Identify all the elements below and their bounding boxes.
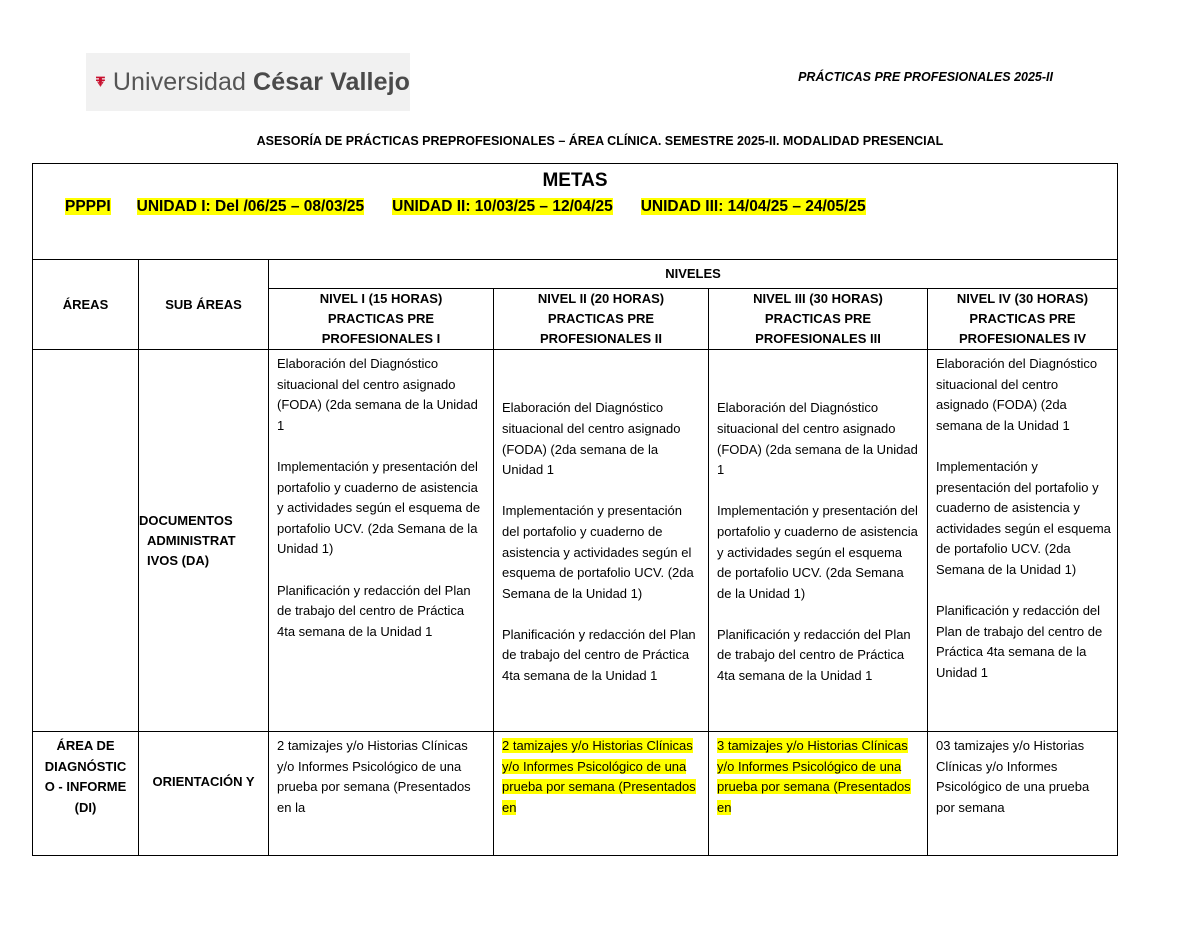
level-4-line2: PRACTICAS PRE (969, 311, 1076, 326)
level-4-line3: PROFESIONALES IV (958, 331, 1087, 346)
area-line1: ÁREA DE (56, 738, 115, 753)
diagnostic-goal-text-highlighted: 2 tamizajes y/o Historias Clínicas y/o Informes Psicológico de una prueba por semana (Presentados en (502, 738, 696, 815)
area-line3: O - INFORME (44, 779, 127, 795)
level-2-header (494, 289, 709, 350)
units-line (65, 198, 1117, 216)
level-2-goals (494, 350, 709, 732)
areas-header (33, 260, 139, 350)
subarea-orientacion-label: ORIENTACIÓN Y (152, 774, 255, 789)
area-line4: (DI) (74, 799, 97, 815)
goal-plan-trabajo: Planificación y redacción del Plan de trabajo del centro de Práctica 4ta semana de la Unidad 1 (502, 626, 696, 684)
logo-text (113, 68, 410, 97)
subareas-header-label: SUB ÁREAS (165, 297, 242, 312)
goal-portafolio: Implementación y presentación del portafolio y cuaderno de asistencia y actividades según el esquema de portafolio UCV. (2da Semana de la Unidad 1) (936, 458, 1111, 577)
subarea-line1: DOCUMENTOS (139, 512, 233, 528)
area-diagnostico (33, 732, 139, 856)
logo-text-regular: Universidad (112, 67, 246, 96)
goal-diagnostico: Elaboración del Diagnóstico situacional del centro asignado (FODA) (2da semana de la Unidad 1 (277, 356, 478, 433)
goal-portafolio: Implementación y presentación del portafolio y cuaderno de asistencia y actividades según el esquema de portafolio UCV. (2da Semana de la Unidad 1) (277, 458, 481, 557)
areas-header-label: ÁREAS (62, 297, 109, 312)
level-3-diagnostic-goal (709, 732, 928, 856)
logo-text-bold: César Vallejo (253, 67, 410, 96)
niveles-header: NIVELES (269, 260, 1118, 289)
level-4-hours: NIVEL IV (30 HORAS) (956, 291, 1089, 306)
level-3-goals (709, 350, 928, 732)
level-1-goals (269, 350, 494, 732)
table-row (33, 732, 1118, 856)
diagnostic-goal-text: 03 tamizajes y/o Historias Clínicas y/o Informes Psicológico de una prueba por semana (936, 738, 1090, 815)
metas-title: METAS (542, 170, 608, 191)
level-3-hours: NIVEL III (30 HORAS) (753, 291, 883, 306)
subarea-orientacion (139, 732, 269, 856)
goal-portafolio: Implementación y presentación del portafolio y cuaderno de asistencia y actividades según el esquema de portafolio UCV. (2da Semana de la Unidad 1) (717, 503, 918, 601)
subarea-line2: ADMINISTRAT (147, 532, 236, 548)
ucv-logo-icon (96, 58, 105, 106)
level-2-line2: PRACTICAS PRE (547, 311, 655, 326)
area-line2: DIAGNÓSTIC (44, 758, 127, 774)
goal-diagnostico: Elaboración del Diagnóstico situacional del centro asignado (FODA) (2da semana de la Unidad 1 (717, 400, 918, 478)
level-2-diagnostic-goal (494, 732, 709, 856)
goal-diagnostico: Elaboración del Diagnóstico situacional del centro asignado (FODA) (2da semana de la Unidad 1 (502, 400, 681, 478)
level-2-hours: NIVEL II (20 HORAS) (537, 291, 665, 306)
level-4-goals (928, 350, 1118, 732)
goal-plan-trabajo: Planificación y redacción del Plan de trabajo del centro de Práctica 4ta semana de la Unidad 1 (936, 603, 1103, 680)
unit-2-dates: UNIDAD II: 10/03/25 – 12/04/25 (392, 198, 613, 215)
level-3-header (709, 289, 928, 350)
diagnostic-goal-text: 2 tamizajes y/o Historias Clínicas y/o Informes Psicológico de una prueba por semana (Presentados en la (277, 738, 471, 815)
level-1-header (269, 289, 494, 350)
document-header-title: PRÁCTICAS PRE PROFESIONALES 2025-II (798, 70, 1053, 84)
metas-header-cell (33, 164, 1118, 260)
metas-table (32, 163, 1118, 856)
goal-plan-trabajo: Planificación y redacción del Plan de trabajo del centro de Práctica 4ta semana de la Unidad 1 (717, 626, 911, 684)
level-2-line3: PROFESIONALES II (539, 331, 663, 346)
level-4-header (928, 289, 1118, 350)
subarea-line3: IVOS (DA) (147, 552, 210, 568)
level-1-diagnostic-goal (269, 732, 494, 856)
diagnostic-goal-text-highlighted: 3 tamizajes y/o Historias Clínicas y/o Informes Psicológico de una prueba por semana (Presentados en (717, 738, 911, 815)
level-1-hours: NIVEL I (15 HORAS) (319, 291, 443, 306)
goal-portafolio: Implementación y presentación del portafolio y cuaderno de asistencia y actividades según el esquema de portafolio UCV. (2da Semana de la Unidad 1) (502, 503, 694, 601)
level-1-line3: PROFESIONALES I (321, 331, 441, 346)
subareas-header (139, 260, 269, 350)
area-cell-empty (33, 350, 139, 732)
program-label: PPPPI (65, 198, 111, 215)
level-3-line3: PROFESIONALES III (755, 331, 881, 346)
document-subtitle: ASESORÍA DE PRÁCTICAS PREPROFESIONALES – ÁREA CLÍNICA. SEMESTRE 2025-II. MODALIDAD PRESENCIAL (256, 134, 944, 148)
unit-1-dates: UNIDAD I: Del /06/25 – 08/03/25 (136, 198, 365, 215)
table-row (33, 350, 1118, 732)
university-logo (86, 53, 410, 111)
level-4-diagnostic-goal (928, 732, 1118, 856)
goal-diagnostico: Elaboración del Diagnóstico situacional del centro asignado (FODA) (2da semana de la Unidad 1 (936, 356, 1098, 433)
goal-plan-trabajo: Planificación y redacción del Plan de trabajo del centro de Práctica 4ta semana de la Unidad 1 (277, 582, 471, 639)
level-3-line2: PRACTICAS PRE (764, 311, 872, 326)
level-1-line2: PRACTICAS PRE (327, 311, 435, 326)
subarea-documentos (139, 350, 269, 732)
unit-3-dates: UNIDAD III: 14/04/25 – 24/05/25 (640, 198, 866, 215)
